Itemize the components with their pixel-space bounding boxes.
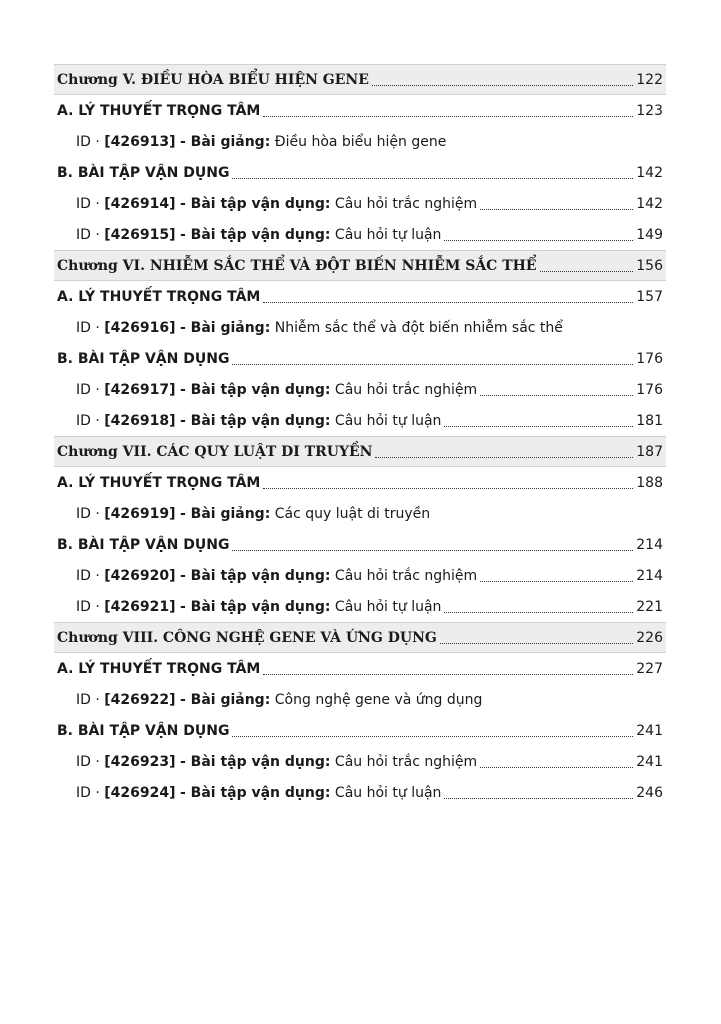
item-title: Câu hỏi trắc nghiệm [334,195,478,212]
table-of-contents [54,64,666,808]
id-prefix: ID · [76,598,100,615]
item-title: Điều hòa biểu hiện gene [274,133,447,150]
page-number: 142 [636,195,663,212]
page-number: 241 [636,722,663,739]
toc-exercise-item[interactable] [54,591,666,622]
section-label: A. LÝ THUYẾT TRỌNG TÂM [57,660,261,677]
id-prefix: ID · [76,567,100,584]
toc-chapter [54,622,666,808]
page-number: 123 [636,102,663,119]
dot-leader [232,166,633,180]
id-prefix: ID · [76,226,100,243]
page-number: 227 [636,660,663,677]
item-kind: - Bài tập vận dụng: [179,598,331,615]
toc-exercise-item[interactable] [54,560,666,591]
section-label: B. BÀI TẬP VẬN DỤNG [57,722,230,739]
page-number: 187 [636,443,663,460]
item-kind: - Bài giảng: [179,319,271,336]
toc-section-theory[interactable] [54,95,666,126]
page-number: 241 [636,753,663,770]
page-number: 156 [636,257,663,274]
item-id: [426923] [104,753,176,770]
page-number: 246 [636,784,663,801]
section-label: A. LÝ THUYẾT TRỌNG TÂM [57,288,261,305]
toc-chapter-heading[interactable] [54,622,666,653]
page-number: 142 [636,164,663,181]
toc-exercise-item[interactable] [54,219,666,250]
dot-leader [444,786,633,800]
toc-chapter [54,64,666,250]
toc-section-theory[interactable] [54,281,666,312]
id-prefix: ID · [76,691,100,708]
page-number: 226 [636,629,663,646]
item-kind: - Bài tập vận dụng: [179,226,331,243]
item-id: [426924] [104,784,176,801]
toc-lecture-item[interactable] [54,312,666,343]
section-label: A. LÝ THUYẾT TRỌNG TÂM [57,474,261,491]
page-number: 176 [636,350,663,367]
toc-chapter-heading[interactable] [54,64,666,95]
dot-leader [444,228,633,242]
dot-leader [440,631,633,645]
item-title: Câu hỏi trắc nghiệm [334,753,478,770]
page-number: 214 [636,536,663,553]
page-number: 176 [636,381,663,398]
item-kind: - Bài giảng: [179,133,271,150]
dot-leader [444,600,633,614]
dot-leader [444,414,633,428]
dot-leader [232,352,633,366]
dot-leader [480,569,633,583]
dot-leader [263,290,633,304]
page-number: 221 [636,598,663,615]
item-title: Câu hỏi tự luận [334,598,442,615]
id-prefix: ID · [76,381,100,398]
toc-exercise-item[interactable] [54,777,666,808]
toc-chapter-heading[interactable] [54,436,666,467]
toc-lecture-item[interactable] [54,126,666,157]
page-number: 188 [636,474,663,491]
page-number: 149 [636,226,663,243]
toc-section-exercises[interactable] [54,157,666,188]
dot-leader [263,104,633,118]
chapter-title: Chương V. ĐIỀU HÒA BIỂU HIỆN GENE [57,71,369,88]
page-number: 181 [636,412,663,429]
item-kind: - Bài tập vận dụng: [179,753,331,770]
dot-leader [540,259,634,273]
item-title: Các quy luật di truyền [274,505,431,522]
item-id: [426922] [104,691,176,708]
toc-exercise-item[interactable] [54,746,666,777]
item-id: [426913] [104,133,176,150]
chapter-title: Chương VII. CÁC QUY LUẬT DI TRUYỀN [57,443,373,460]
item-title: Công nghệ gene và ứng dụng [274,691,483,708]
item-kind: - Bài tập vận dụng: [179,784,331,801]
toc-section-exercises[interactable] [54,715,666,746]
id-prefix: ID · [76,195,100,212]
item-id: [426921] [104,598,176,615]
item-kind: - Bài tập vận dụng: [179,412,331,429]
toc-section-exercises[interactable] [54,343,666,374]
item-title: Câu hỏi tự luận [334,412,442,429]
section-label: B. BÀI TẬP VẬN DỤNG [57,350,230,367]
item-id: [426915] [104,226,176,243]
chapter-title: Chương VI. NHIỄM SẮC THỂ VÀ ĐỘT BIẾN NHIỄM SẮC THỂ [57,257,537,274]
toc-chapter [54,436,666,622]
dot-leader [480,383,633,397]
id-prefix: ID · [76,319,100,336]
dot-leader [232,538,633,552]
item-title: Câu hỏi trắc nghiệm [334,381,478,398]
item-id: [426916] [104,319,176,336]
item-id: [426917] [104,381,176,398]
item-id: [426920] [104,567,176,584]
item-title: Câu hỏi tự luận [334,226,442,243]
item-title: Nhiễm sắc thể và đột biến nhiễm sắc thể [274,319,563,336]
dot-leader [232,724,633,738]
dot-leader [372,73,633,87]
chapter-title: Chương VIII. CÔNG NGHỆ GENE VÀ ỨNG DỤNG [57,629,437,646]
id-prefix: ID · [76,412,100,429]
item-kind: - Bài tập vận dụng: [179,195,331,212]
item-id: [426918] [104,412,176,429]
dot-leader [263,476,633,490]
item-kind: - Bài tập vận dụng: [179,567,331,584]
item-id: [426914] [104,195,176,212]
item-id: [426919] [104,505,176,522]
toc-exercise-item[interactable] [54,405,666,436]
toc-exercise-item[interactable] [54,374,666,405]
item-kind: - Bài giảng: [179,505,271,522]
dot-leader [480,197,633,211]
section-label: A. LÝ THUYẾT TRỌNG TÂM [57,102,261,119]
page-number: 214 [636,567,663,584]
item-title: Câu hỏi trắc nghiệm [334,567,478,584]
toc-exercise-item[interactable] [54,188,666,219]
toc-lecture-item[interactable] [54,498,666,529]
id-prefix: ID · [76,753,100,770]
item-kind: - Bài tập vận dụng: [179,381,331,398]
toc-section-theory[interactable] [54,653,666,684]
toc-chapter-heading[interactable] [54,250,666,281]
page-number: 157 [636,288,663,305]
id-prefix: ID · [76,784,100,801]
dot-leader [263,662,633,676]
page-number: 122 [636,71,663,88]
toc-section-theory[interactable] [54,467,666,498]
toc-chapter [54,250,666,436]
toc-section-exercises[interactable] [54,529,666,560]
dot-leader [375,445,633,459]
item-kind: - Bài giảng: [179,691,271,708]
toc-lecture-item[interactable] [54,684,666,715]
item-title: Câu hỏi tự luận [334,784,442,801]
id-prefix: ID · [76,133,100,150]
section-label: B. BÀI TẬP VẬN DỤNG [57,164,230,181]
dot-leader [480,755,633,769]
id-prefix: ID · [76,505,100,522]
section-label: B. BÀI TẬP VẬN DỤNG [57,536,230,553]
